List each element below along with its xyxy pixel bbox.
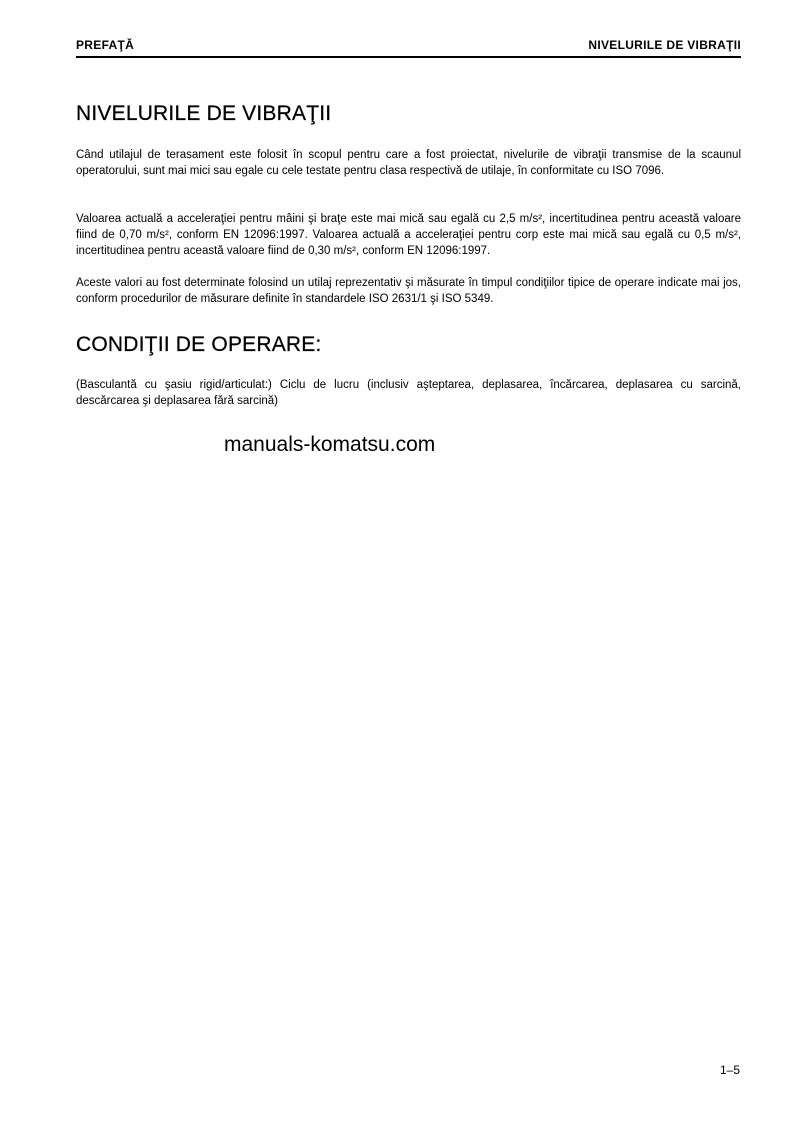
header-section-label: PREFAŢĂ (76, 38, 135, 52)
running-header (76, 38, 741, 58)
paragraph-intro: Când utilajul de terasament este folosit în scopul pentru care a fost proiectat, nivelurile de vibraţii transmise de la scaunul operatorului, sunt mai mici sau egale cu cele testate pentru clasa respectivă de utilaje, în conformitate cu ISO 7096. (76, 149, 741, 177)
watermark-text: manuals-komatsu.com (224, 433, 436, 456)
section-title-operating-conditions: CONDIŢII DE OPERARE: (76, 333, 322, 356)
header-topic-label: NIVELURILE DE VIBRAŢII (588, 38, 741, 52)
section-title-vibration-levels: NIVELURILE DE VIBRAŢII (76, 102, 332, 125)
paragraph-acceleration-values: Valoarea actuală a acceleraţiei pentru mâini şi braţe este mai mică sau egală cu 2,5 m/s², incertitudinea pentru această valoare fiind de 0,70 m/s², conform EN 12096:1997. Valoarea actuală a acceleraţiei pentru corp este mai mică sau egală cu 0,5 m/s², incertitudinea pentru această valoare fiind de 0,30 m/s², conform EN 12096:1997. (76, 213, 741, 257)
page-number: 1–5 (719, 1063, 740, 1077)
paragraph-measurement-method: Aceste valori au fost determinate folosind un utilaj reprezentativ şi măsurate în timpul condiţiilor tipice de operare indicate mai jos, conform procedurilor de măsurare definite în standardele ISO 2631/1 şi ISO 5349. (76, 277, 741, 305)
paragraph-operating-conditions: (Basculantă cu şasiu rigid/articulat:) Ciclu de lucru (inclusiv aşteptarea, deplasarea, încărcarea, deplasarea cu sarcină, descărcarea şi deplasarea fără sarcină) (76, 379, 741, 407)
